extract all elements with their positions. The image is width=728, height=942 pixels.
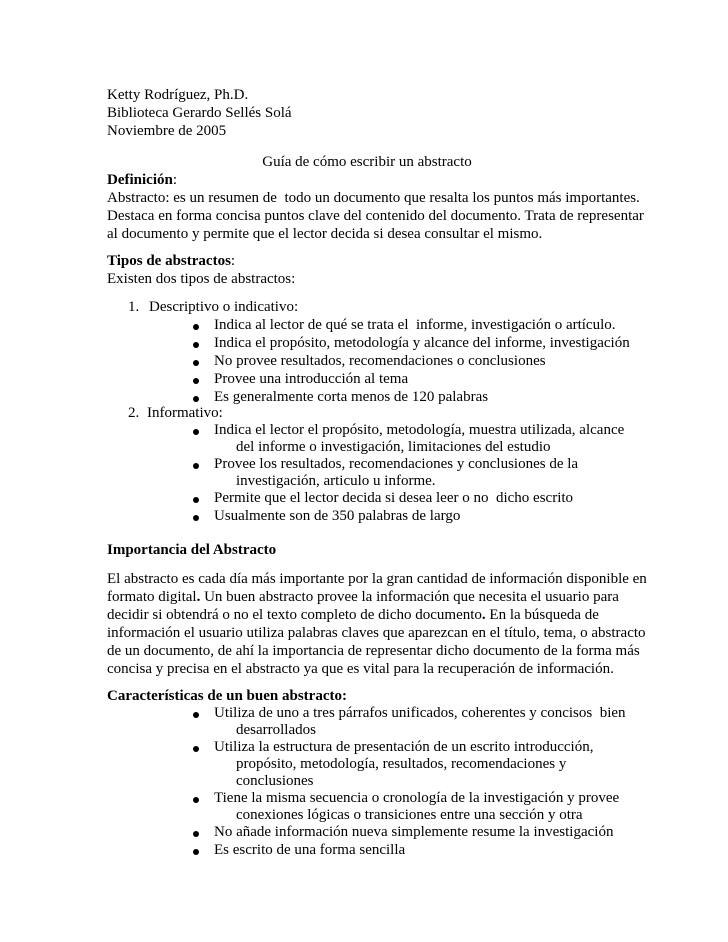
bullet-icon: [193, 746, 199, 752]
list-item: Utiliza la estructura de presentación de un escrito introducción,: [214, 739, 594, 755]
definition-heading-colon: :: [172, 172, 178, 188]
list-item: Tiene la misma secuencia o cronología de la investigación y provee: [214, 790, 620, 806]
list-number: 1.: [128, 299, 140, 315]
characteristics-heading: [107, 687, 347, 705]
importance-line: concisa y precisa en el abstracto ya que es vital para la recuperación de información.: [107, 661, 614, 677]
bullet-icon: [193, 429, 199, 435]
characteristics-heading-text: Características de un buen abstracto:: [107, 688, 347, 704]
bullet-icon: [193, 378, 199, 384]
definition-line: al documento y permite que el lector decida si desea consultar el mismo.: [107, 226, 543, 242]
importance-text: formato digital: [107, 589, 197, 605]
list-item: Permite que el lector decida si desea leer o no dicho escrito: [214, 490, 574, 506]
bullet-icon: [193, 342, 199, 348]
bullet-icon: [193, 463, 199, 469]
bold-period: .: [481, 607, 486, 623]
list-item: Provee una introducción al tema: [214, 371, 409, 387]
bullet-icon: [193, 360, 199, 366]
list-item-label: Descriptivo o indicativo:: [149, 299, 299, 315]
list-number: 2.: [128, 405, 140, 421]
list-item: Provee los resultados, recomendaciones y conclusiones de la: [214, 456, 579, 472]
author-line: Ketty Rodríguez, Ph.D.: [107, 87, 249, 103]
list-item-continuation: desarrollados: [236, 722, 316, 738]
list-item: No provee resultados, recomendaciones o conclusiones: [214, 353, 546, 369]
list-item: Es generalmente corta menos de 120 palabras: [214, 389, 489, 405]
library-line: Biblioteca Gerardo Sellés Solá: [107, 105, 292, 121]
list-item: Es escrito de una forma sencilla: [214, 842, 406, 858]
list-item: Indica al lector de qué se trata el informe, investigación o artículo.: [214, 317, 616, 333]
types-heading-colon: :: [230, 253, 236, 269]
types-heading: [107, 252, 235, 270]
bullet-icon: [193, 324, 199, 330]
importance-line: El abstracto es cada día más importante por la gran cantidad de información disponible en: [107, 571, 647, 587]
list-item-continuation: propósito, metodología, resultados, recomendaciones y: [236, 756, 567, 772]
list-item: Indica el propósito, metodología y alcance del informe, investigación: [214, 335, 630, 351]
importance-text: Un buen abstracto provee la información que necesita el usuario para: [200, 589, 619, 605]
importance-line: de un documento, de ahí la importancia de representar dicho documento de la forma más: [107, 643, 640, 659]
bullet-icon: [193, 396, 199, 402]
bullet-icon: [193, 515, 199, 521]
list-item: Indica el lector el propósito, metodología, muestra utilizada, alcance: [214, 422, 625, 438]
bold-period: .: [196, 589, 201, 605]
list-item-label: Informativo:: [147, 405, 223, 421]
importance-line: [107, 606, 599, 624]
importance-heading-text: Importancia del Abstracto: [107, 542, 277, 558]
types-intro: Existen dos tipos de abstractos:: [107, 271, 296, 287]
definition-line: Abstracto: es un resumen de todo un documento que resalta los puntos más importantes.: [107, 190, 640, 206]
list-item-continuation: investigación, articulo u informe.: [236, 473, 436, 489]
list-item-continuation: conclusiones: [236, 773, 314, 789]
definition-heading-text: Definición: [107, 172, 173, 188]
definition-line: Destaca en forma concisa puntos clave del contenido del documento. Trata de representar: [107, 208, 644, 224]
bullet-icon: [193, 712, 199, 718]
importance-line: información el usuario utiliza palabras claves que aparezcan en el título, tema, o abstracto: [107, 625, 646, 641]
date-line: Noviembre de 2005: [107, 123, 227, 139]
importance-heading: [107, 541, 276, 559]
bullet-icon: [193, 797, 199, 803]
list-item: Utiliza de uno a tres párrafos unificados, coherentes y concisos bien: [214, 705, 626, 721]
importance-line: [107, 588, 619, 606]
definition-heading: [107, 171, 177, 189]
importance-text: decidir si obtendrá o no el texto completo de dicho documento: [107, 607, 482, 623]
list-item-continuation: conexiones lógicas o transiciones entre una sección y otra: [236, 807, 583, 823]
bullet-icon: [193, 831, 199, 837]
list-item: Usualmente son de 350 palabras de largo: [214, 508, 461, 524]
document-title: Guía de cómo escribir un abstracto: [262, 154, 472, 170]
bullet-icon: [193, 849, 199, 855]
importance-text: En la búsqueda de: [485, 607, 599, 623]
list-item-continuation: del informe o investigación, limitaciones del estudio: [236, 439, 551, 455]
bullet-icon: [193, 497, 199, 503]
types-heading-text: Tipos de abstractos: [107, 253, 231, 269]
list-item: No añade información nueva simplemente resume la investigación: [214, 824, 614, 840]
